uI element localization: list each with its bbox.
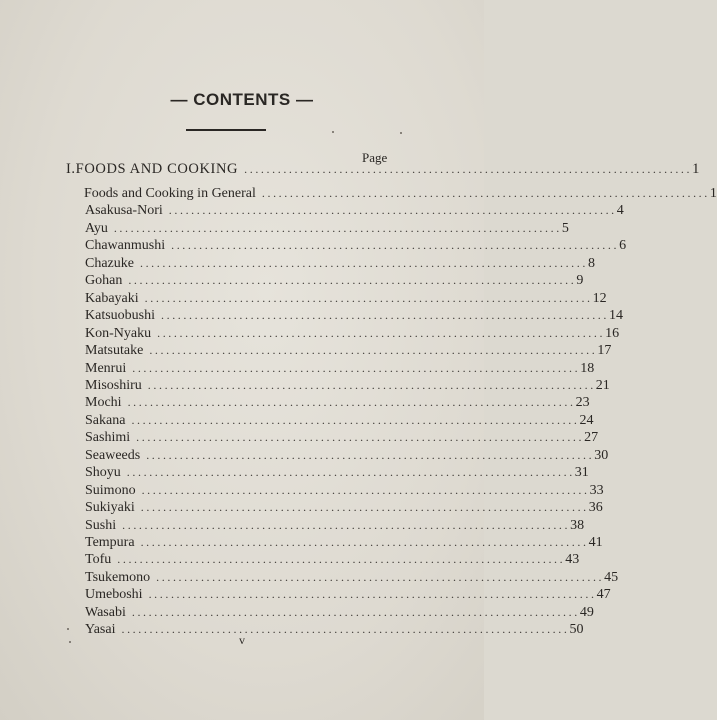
paper-speck — [67, 628, 69, 630]
toc-entry — [85, 550, 580, 568]
entry-page-number: 9 — [576, 273, 584, 289]
entry-page-number: 24 — [579, 412, 594, 428]
entry-label: Menrui — [85, 360, 127, 376]
toc-entry — [85, 603, 594, 621]
leader-dots: ................................................................................ — [126, 465, 575, 480]
entry-label: Foods and Cooking in General — [84, 186, 256, 201]
entry-page-number: 47 — [596, 587, 611, 603]
toc-entry — [85, 219, 569, 237]
entry-label: Mochi — [85, 395, 122, 411]
entry-page-number: 16 — [605, 325, 620, 341]
paper-speck — [69, 641, 71, 643]
toc-entry — [84, 184, 717, 202]
toc-entry — [85, 254, 595, 272]
leader-dots: ................................................................................ — [148, 587, 597, 602]
toc-entry — [85, 568, 619, 586]
leader-dots: ................................................................................ — [156, 569, 605, 584]
entry-page-number: 21 — [595, 377, 610, 393]
entry-label: Asakusa-Nori — [85, 203, 163, 219]
paper-speck — [332, 131, 334, 133]
entry-page-number: 6 — [619, 238, 627, 254]
entry-page-number: 5 — [561, 220, 569, 236]
toc-entry — [85, 201, 624, 219]
entry-page-number: 18 — [580, 360, 595, 376]
leader-dots: ................................................................................ — [132, 360, 581, 375]
entry-label: Tempura — [85, 535, 135, 550]
toc-entry — [85, 359, 595, 377]
toc-entry — [85, 236, 627, 254]
entry-label: Ayu — [85, 220, 108, 236]
section-row — [66, 160, 700, 178]
entry-label: Kabayaki — [85, 290, 139, 306]
leader-dots: ................................................................................ — [140, 535, 589, 549]
leader-dots: ................................................................................ — [141, 482, 590, 497]
toc-entry — [85, 585, 611, 603]
toc-entry — [85, 446, 609, 464]
entry-page-number: 45 — [604, 569, 619, 585]
entry-page-number: 14 — [609, 308, 623, 324]
entry-page-number: 1 — [709, 186, 717, 201]
entry-page-number: 31 — [574, 465, 589, 481]
heading-rule — [186, 129, 266, 131]
entry-label: Seaweeds — [85, 447, 141, 463]
entry-label: Yasai — [85, 622, 116, 638]
entry-label: Sashimi — [85, 430, 131, 446]
leader-dots: ................................................................................ — [117, 552, 566, 567]
entry-label: Chawanmushi — [85, 238, 166, 254]
entry-page-number: 12 — [592, 290, 607, 306]
section-page: 1 — [692, 161, 700, 177]
entry-page-number: 36 — [588, 500, 603, 516]
entry-label: Suimono — [85, 482, 136, 498]
leader-dots: ................................................................................ — [244, 162, 693, 176]
entry-page-number: 30 — [594, 447, 609, 463]
entry-page-number: 4 — [616, 203, 624, 219]
leader-dots: ................................................................................ — [113, 220, 562, 235]
entry-label: Umeboshi — [85, 587, 143, 603]
leader-dots: ................................................................................ — [140, 500, 589, 515]
leader-dots: ................................................................................ — [168, 203, 617, 218]
toc-entry — [85, 271, 584, 289]
toc-entry — [85, 498, 603, 516]
entry-label: Katsuobushi — [85, 308, 155, 324]
entry-label: Tsukemono — [85, 569, 151, 585]
entry-label: Misoshiru — [85, 377, 142, 393]
toc-entry — [85, 324, 620, 342]
toc-entry — [85, 289, 607, 307]
leader-dots: ................................................................................ — [147, 377, 596, 392]
leader-dots: ................................................................................ — [131, 604, 580, 619]
toc-entry — [85, 306, 623, 324]
section-number: I. — [66, 161, 76, 177]
entry-page-number: 8 — [587, 255, 595, 271]
entry-page-number: 23 — [575, 395, 590, 411]
toc-entry — [85, 428, 599, 446]
leader-dots: ................................................................................ — [127, 395, 576, 410]
leader-dots: ................................................................................ — [128, 273, 577, 288]
entry-page-number: 43 — [565, 552, 580, 568]
leader-dots: ................................................................................ — [122, 517, 571, 532]
leader-dots: ................................................................................ — [161, 308, 609, 323]
leader-dots: ................................................................................ — [131, 412, 580, 427]
leader-dots: ................................................................................ — [144, 290, 593, 305]
entry-label: Tofu — [85, 552, 112, 568]
contents-heading: — CONTENTS — — [170, 90, 314, 109]
leader-dots: ................................................................................ — [157, 325, 606, 340]
page-folio: v — [239, 633, 245, 647]
entry-label: Wasabi — [85, 604, 126, 620]
section-title: FOODS AND COOKING — [75, 161, 239, 177]
toc-entry — [85, 516, 585, 534]
toc-entry — [85, 393, 590, 411]
toc-entry — [85, 481, 604, 499]
entry-page-number: 17 — [597, 343, 612, 359]
entry-page-number: 49 — [579, 604, 594, 620]
entry-label: Sukiyaki — [85, 500, 135, 516]
toc-entry — [85, 376, 610, 394]
entry-label: Shoyu — [85, 465, 121, 481]
entry-page-number: 50 — [569, 622, 584, 638]
leader-dots: ................................................................................ — [171, 238, 620, 253]
leader-dots: ................................................................................ — [121, 622, 570, 637]
toc-entry — [85, 411, 594, 429]
page-column-label: Page — [362, 150, 388, 165]
entry-label: Gohan — [85, 273, 123, 289]
entry-page-number: 33 — [589, 482, 604, 498]
leader-dots: ................................................................................ — [146, 447, 595, 462]
leader-dots: ................................................................................ — [139, 255, 588, 270]
toc-entry — [85, 533, 603, 551]
entry-label: Sakana — [85, 412, 126, 428]
entry-page-number: 41 — [588, 535, 603, 550]
leader-dots: ................................................................................ — [261, 186, 710, 200]
leader-dots: ................................................................................ — [149, 343, 598, 358]
entry-page-number: 38 — [570, 517, 585, 533]
entry-label: Kon-Nyaku — [85, 325, 152, 341]
entry-label: Sushi — [85, 517, 117, 533]
toc-entry — [85, 463, 589, 481]
entry-label: Chazuke — [85, 255, 134, 271]
entry-label: Matsutake — [85, 343, 144, 359]
toc-entry — [85, 341, 612, 359]
entry-page-number: 27 — [584, 430, 599, 446]
leader-dots: ................................................................................ — [136, 430, 585, 445]
paper-speck — [400, 132, 402, 134]
